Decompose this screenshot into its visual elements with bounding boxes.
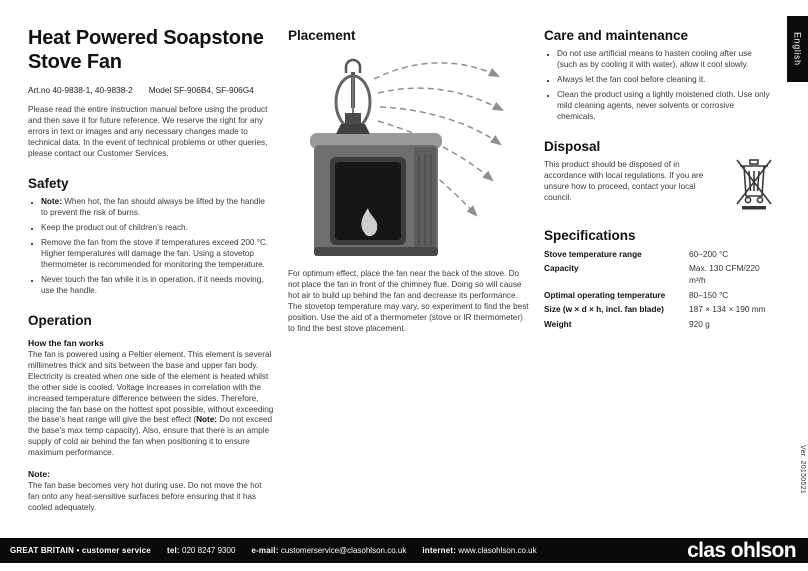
disposal-paragraph: This product should be disposed of in accordance with local regulations. If you are unsure how to proceed, contact your local council. [544,159,704,202]
footer-contact-info [10,546,537,555]
safety-bullet-list [28,197,274,297]
footer-email [251,546,406,555]
spec-value: 920 g [689,318,710,329]
spec-label: Weight [544,318,572,329]
bullet-text: Keep the product out of children’s reach. [41,222,188,232]
spec-value: 187 × 134 × 190 mm [689,304,766,315]
weee-crossed-out-bin-icon [734,158,774,210]
list-item [41,275,274,297]
list-item [41,223,274,234]
spec-value: 60–200 °C [689,248,729,259]
specifications-table [544,249,774,331]
stove-drawing [310,133,442,256]
operation-note-bold: Note: [196,415,218,425]
care-bullet-list [544,49,774,123]
specifications-heading: Specifications [544,227,636,243]
placement-paragraph: For optimum effect, place the fan near the back of the stove. Do not place the fan in front of the chimney flue. Doing so will cause hot air to build up behind the fan and decrease its performance. The stovetop temperature may vary, so experiment to find the best position. Use the aid of a thermometer (stove or IR thermometer) to find the best stove placement. [288,269,529,333]
bullet-bold-lead: Note: [41,196,62,206]
spec-label: Stove temperature range [544,248,642,259]
email-label: e-mail: [251,546,279,555]
fan-drawing [336,60,370,134]
bullet-text: Never touch the fan while it is in operation, if it needs moving, use the handle. [41,274,264,295]
operation-text-1: The fan is powered using a Peltier element. This element is several millimetres thick and sits between the base and upper fan body. Electricity is created when one side of the element is heated whilst the other side is cooled. Voltage increases in correlation with the increased temperature difference between the sides. Therefore, placing the fan base on the hottest spot possible, without exceeding the base’s heat range will give the best effect ( [28,349,274,425]
bullet-text: Remove the fan from the stove if temperatures exceed 200 °C. Higher temperatures will damage the fan. Using a stovetop thermometer is recommended for monitoring the temperature. [41,237,269,269]
tel-label: tel: [166,546,180,555]
left-column [28,24,274,522]
list-item [41,197,274,219]
care-heading: Care and maintenance [544,28,689,43]
clas-ohlson-logo: clas ohlson [687,538,796,562]
bullet-text: Do not use artificial means to hasten cooling after use (such as by cooling it with water), allow it cool slowly. [557,49,752,69]
spec-label: Capacity [544,263,579,274]
spec-value: Max. 130 CFM/220 m³/h [689,263,760,286]
placement-heading: Placement [288,28,356,43]
list-item [41,238,274,271]
web-value: www.clasohlson.co.uk [458,546,537,555]
operation-text-2: Do not exceed the base’s max temp capacity). Also, ensure that there is an ample supply of cold air behind the fan when positioning it to ensure maximum performance. [28,415,273,458]
spec-value: 80–150 °C [689,289,729,300]
disposal-heading: Disposal [544,138,601,154]
article-number: Art.no 40-9838-1, 40-9838-2 [28,84,133,95]
footer-bar [0,538,808,563]
note-subheading: Note: [28,469,50,480]
how-fan-works-subheading: How the fan works [28,337,104,348]
email-value: customerservice@clasohlson.co.uk [280,546,407,555]
right-column [544,24,774,522]
middle-column [288,24,530,522]
page-title: Heat Powered Soapstone Stove Fan [28,27,264,74]
footer-website [422,546,536,555]
bullet-text: When hot, the fan should always be lifted by the handle to prevent the risk of burns. [41,196,265,217]
list-item [557,49,774,71]
bullet-text: Clean the product using a lightly moistened cloth. Use only mild cleaning agents, never solvents or corrosive chemicals. [557,89,770,121]
operation-heading: Operation [28,312,92,328]
version-text: Ver. 20150521 [799,445,806,495]
language-tab-label: English [792,32,803,66]
operation-paragraph [28,350,274,460]
spec-label: Optimal operating temperature [544,289,666,300]
footer-telephone [167,546,235,555]
footer-region-service: GREAT BRITAIN • customer service [10,546,151,555]
safety-heading: Safety [28,175,69,191]
web-label: internet: [422,546,457,555]
language-tab [787,16,808,82]
bullet-text: Always let the fan cool before cleaning it. [557,74,706,84]
list-item [557,75,774,86]
article-model-line [28,85,274,95]
stove-fan-airflow-illustration [288,49,530,261]
intro-paragraph: Please read the entire instruction manual before using the product and then save it for future reference. We reserve the right for any errors in text or images and any necessary changes made to technical data. In the event of technical problems or other queries, please contact our Customer Services. [28,104,268,158]
disposal-section [544,160,774,212]
spec-label: Size (w × d × h, incl. fan blade) [544,304,664,315]
list-item [557,90,774,123]
note-paragraph: The fan base becomes very hot during use. Do not move the hot fan onto any heat-sensitive surfaces before ensuring that it has cooled adequately. [28,481,262,513]
tel-value: 020 8247 9300 [182,546,236,555]
model-number: Model SF-906B4, SF-906G4 [148,84,254,95]
